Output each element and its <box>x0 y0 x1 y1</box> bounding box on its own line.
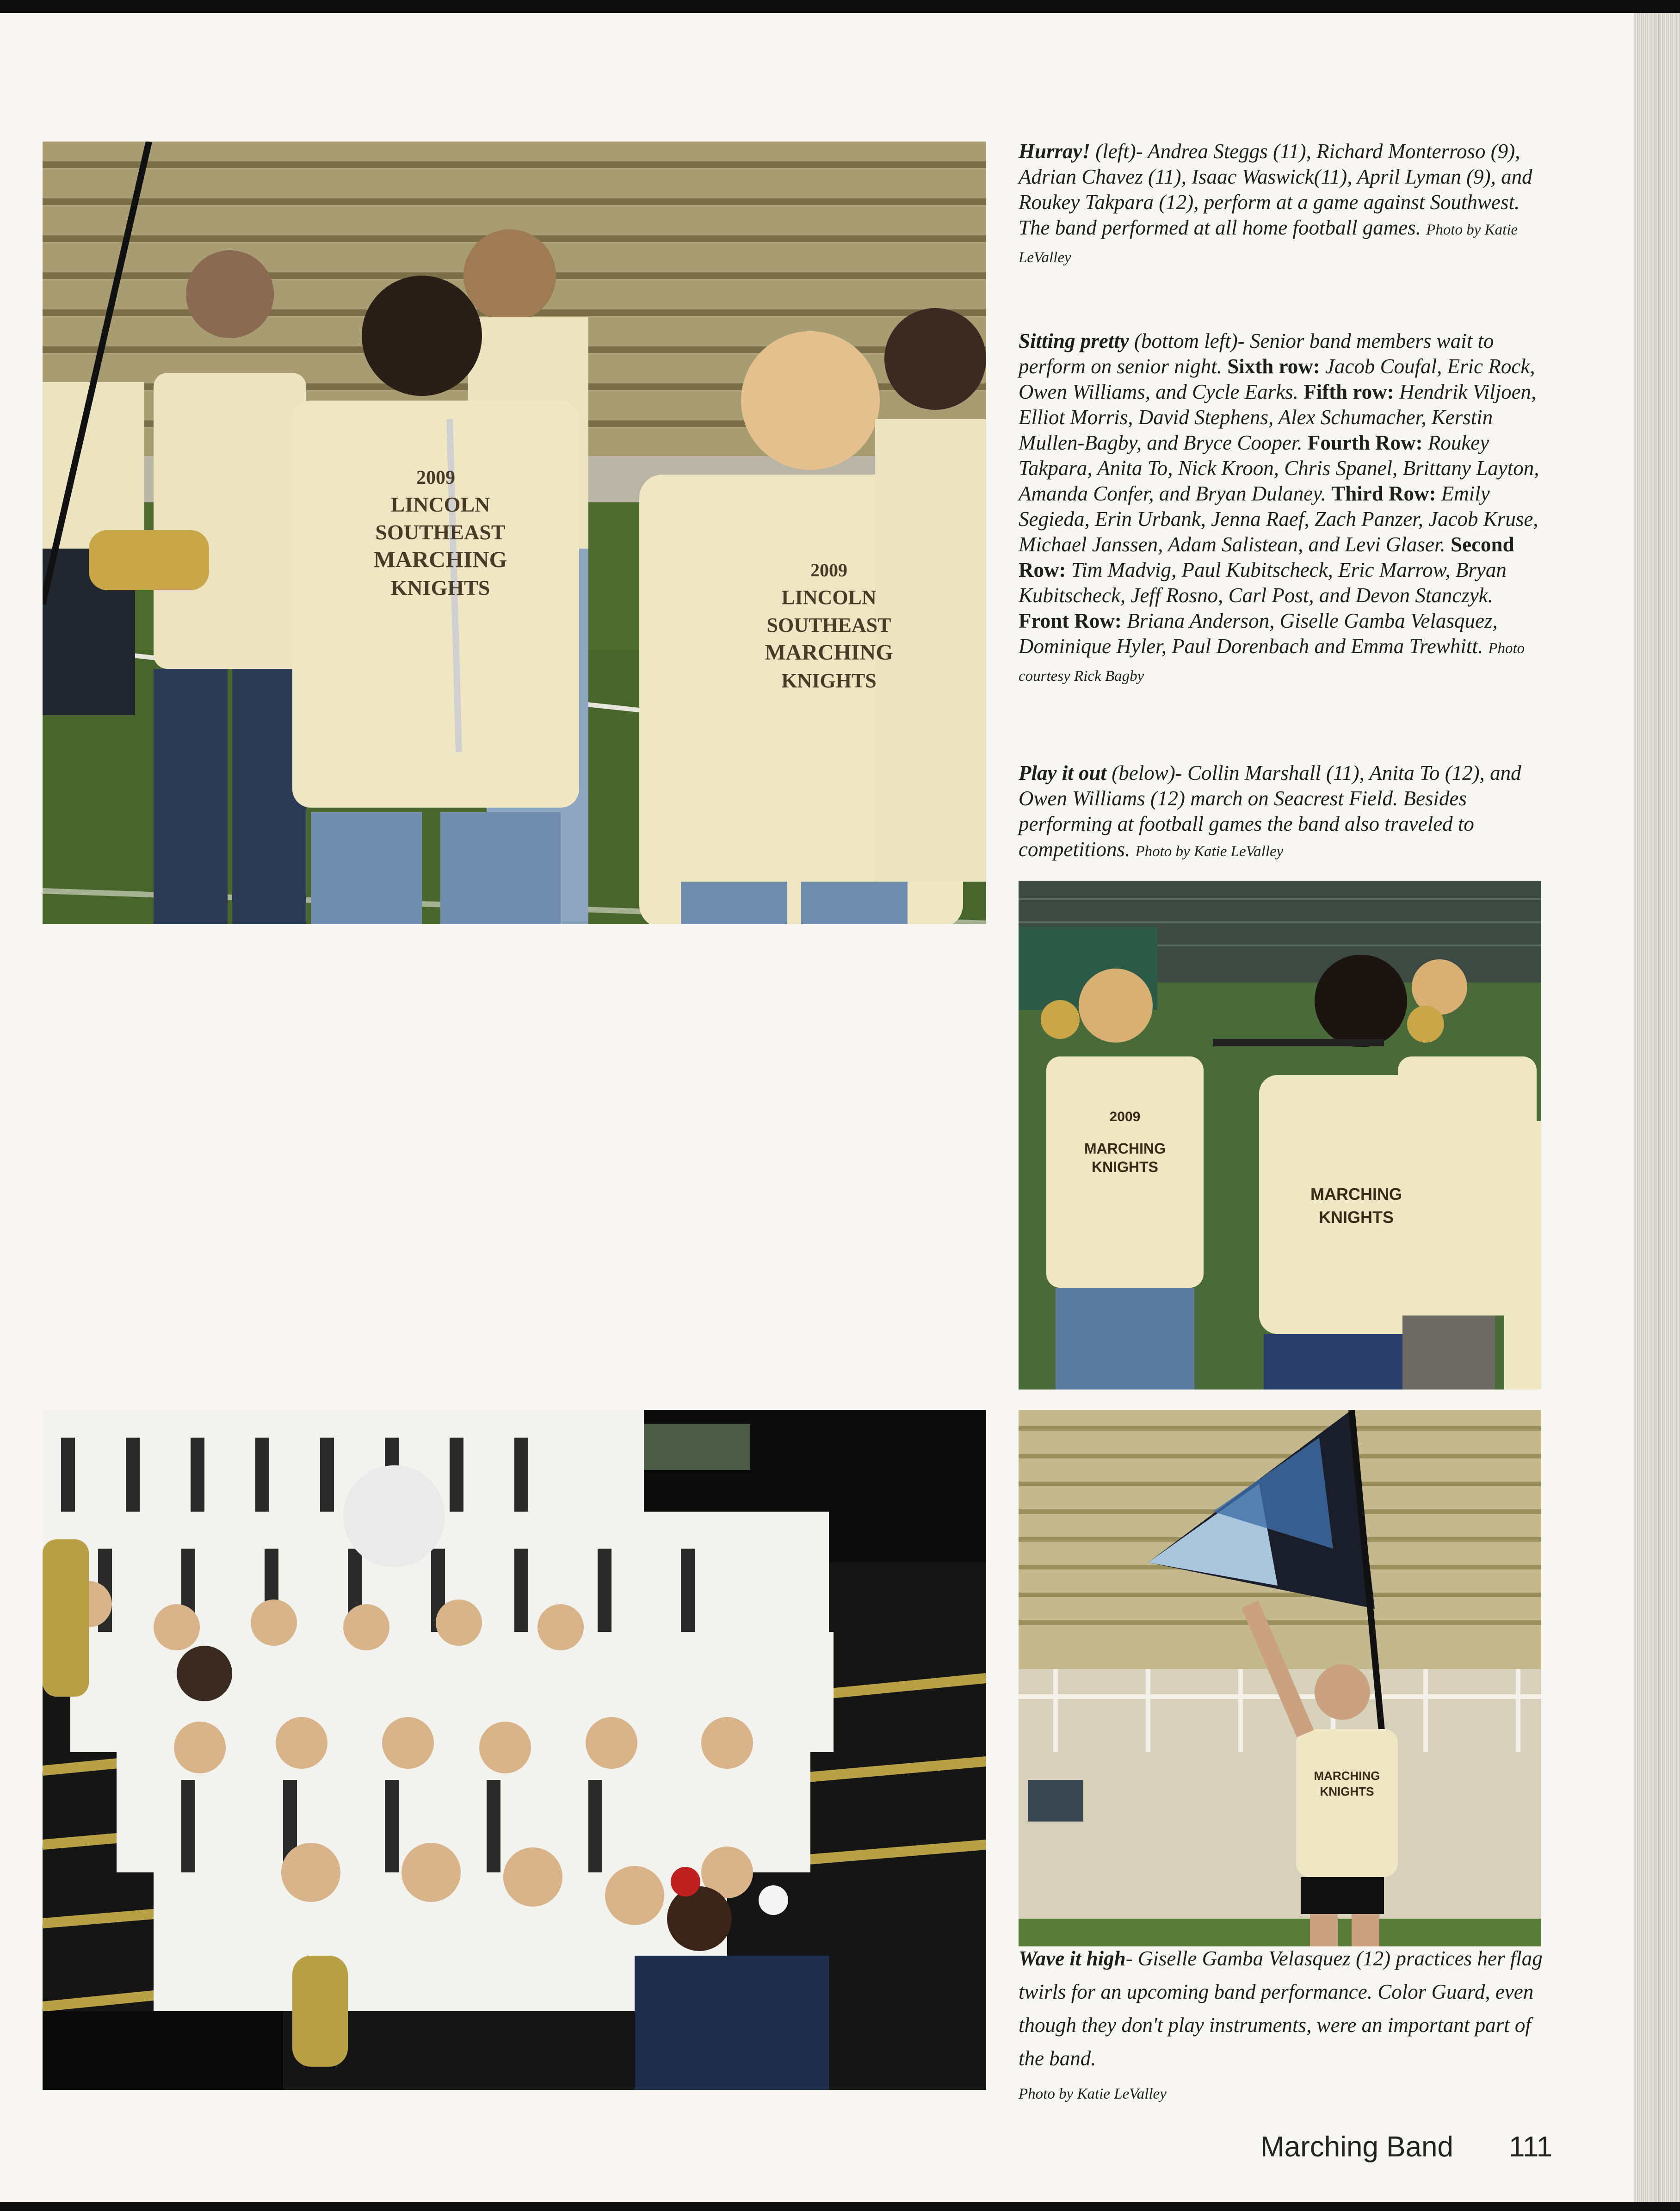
shirt4-line3: MARCHING <box>1310 1185 1402 1204</box>
row-names-fifth: Hendrik Viljoen, Elliot Morris, David Stephens, Alex Schumacher, Kerstin Mullen-Bagby, and Bryce Cooper. <box>1019 380 1537 454</box>
page-edge <box>1634 13 1680 2202</box>
caption-wave-credit: Photo by Katie LeValley <box>1019 2086 1167 2102</box>
shirt-line4: KNIGHTS <box>390 576 490 599</box>
yearbook-page <box>0 13 1634 2202</box>
row-label-fourth: Fourth Row: <box>1307 431 1423 454</box>
caption-play-text: (below)- Collin Marshall (11), Anita To (12), and Owen Williams (12) march on Seacrest Field. Besides performing at football games the band also traveled to competitions. <box>1019 761 1521 861</box>
caption-hurray-credit: Photo by Katie LeValley <box>1019 222 1518 266</box>
shirt4-line4: KNIGHTS <box>1319 1208 1394 1227</box>
photo-hurray <box>43 142 986 924</box>
shirt2-line2: SOUTHEAST <box>766 614 891 636</box>
row-label-third: Third Row: <box>1331 482 1436 505</box>
photo-sitting-pretty <box>43 1410 986 2090</box>
shirt3-line4: KNIGHTS <box>1092 1159 1158 1175</box>
shirt2-line3: MARCHING <box>765 640 893 665</box>
shirt5-line3: MARCHING <box>1314 1769 1380 1783</box>
caption-play-title: Play it out <box>1019 761 1106 784</box>
row-label-sixth: Sixth row: <box>1227 355 1320 378</box>
row-names-front: Briana Anderson, Giselle Gamba Velasquez, Dominique Hyler, Paul Dorenbach and Emma Trewhitt. <box>1019 609 1498 658</box>
shirt-line3: MARCHING <box>373 546 507 572</box>
caption-hurray-text: (left)- Andrea Steggs (11), Richard Monterroso (9), Adrian Chavez (11), Isaac Waswick(11), April Lyman (9), and Roukey Takpara (12), perform at a game against Southwest. The band performed at all home football games. <box>1019 140 1532 239</box>
shirt3-year: 2009 <box>1109 1109 1141 1124</box>
shirt-year: 2009 <box>416 467 455 488</box>
row-label-front: Front Row: <box>1019 609 1122 632</box>
caption-wave-it-high <box>1019 1942 1546 2111</box>
photo-play-it-out <box>1019 881 1541 1390</box>
row-names-sixth: Jacob Coufal, Eric Rock, Owen Williams, and Cycle Earks. <box>1019 355 1535 403</box>
row-label-second: Second Row: <box>1019 533 1514 581</box>
photo-wave-it-high <box>1019 1410 1541 1946</box>
caption-sitting-credit: Photo courtesy Rick Bagby <box>1019 640 1525 685</box>
row-names-second: Tim Madvig, Paul Kubitscheck, Eric Marrow, Bryan Kubitscheck, Jeff Rosno, Carl Post, and Devon Stanczyk. <box>1019 558 1507 607</box>
row-names-fourth: Roukey Takpara, Anita To, Nick Kroon, Chris Spanel, Brittany Layton, Amanda Confer, and Bryan Dulaney. <box>1019 431 1539 505</box>
caption-wave-title: Wave it high <box>1019 1947 1126 1970</box>
shirt5-line4: KNIGHTS <box>1320 1785 1374 1798</box>
shirt3-line3: MARCHING <box>1084 1140 1166 1157</box>
row-names-third: Emily Segieda, Erin Urbank, Jenna Raef, Zach Panzer, Jacob Kruse, Michael Janssen, Adam Salistean, and Levi Glaser. <box>1019 482 1538 556</box>
shirt2-line1: LINCOLN <box>781 586 877 609</box>
caption-wave-text: - Giselle Gamba Velasquez (12) practices her flag twirls for an upcoming band performance. Color Guard, even though they don't play instruments, were an important part of the band. <box>1019 1947 1543 2070</box>
shirt2-line4: KNIGHTS <box>781 669 877 692</box>
section-title: Marching Band <box>1260 2131 1454 2163</box>
caption-sitting-title: Sitting pretty <box>1019 329 1129 352</box>
shirt-line1: LINCOLN <box>390 493 490 516</box>
row-label-fifth: Fifth row: <box>1303 380 1394 403</box>
page-footer <box>1260 2131 1552 2163</box>
caption-hurray-title: Hurray! <box>1019 140 1091 163</box>
caption-sitting-intro: (bottom left)- Senior band members wait to perform on senior night. <box>1019 329 1494 378</box>
shirt-line2: SOUTHEAST <box>375 520 506 544</box>
caption-hurray <box>1019 139 1546 271</box>
shirt2-year: 2009 <box>810 560 847 581</box>
caption-play-it-out <box>1019 760 1546 865</box>
caption-play-credit: Photo by Katie LeValley <box>1135 843 1284 860</box>
caption-sitting-pretty <box>1019 328 1546 689</box>
page-number: 111 <box>1509 2131 1553 2163</box>
